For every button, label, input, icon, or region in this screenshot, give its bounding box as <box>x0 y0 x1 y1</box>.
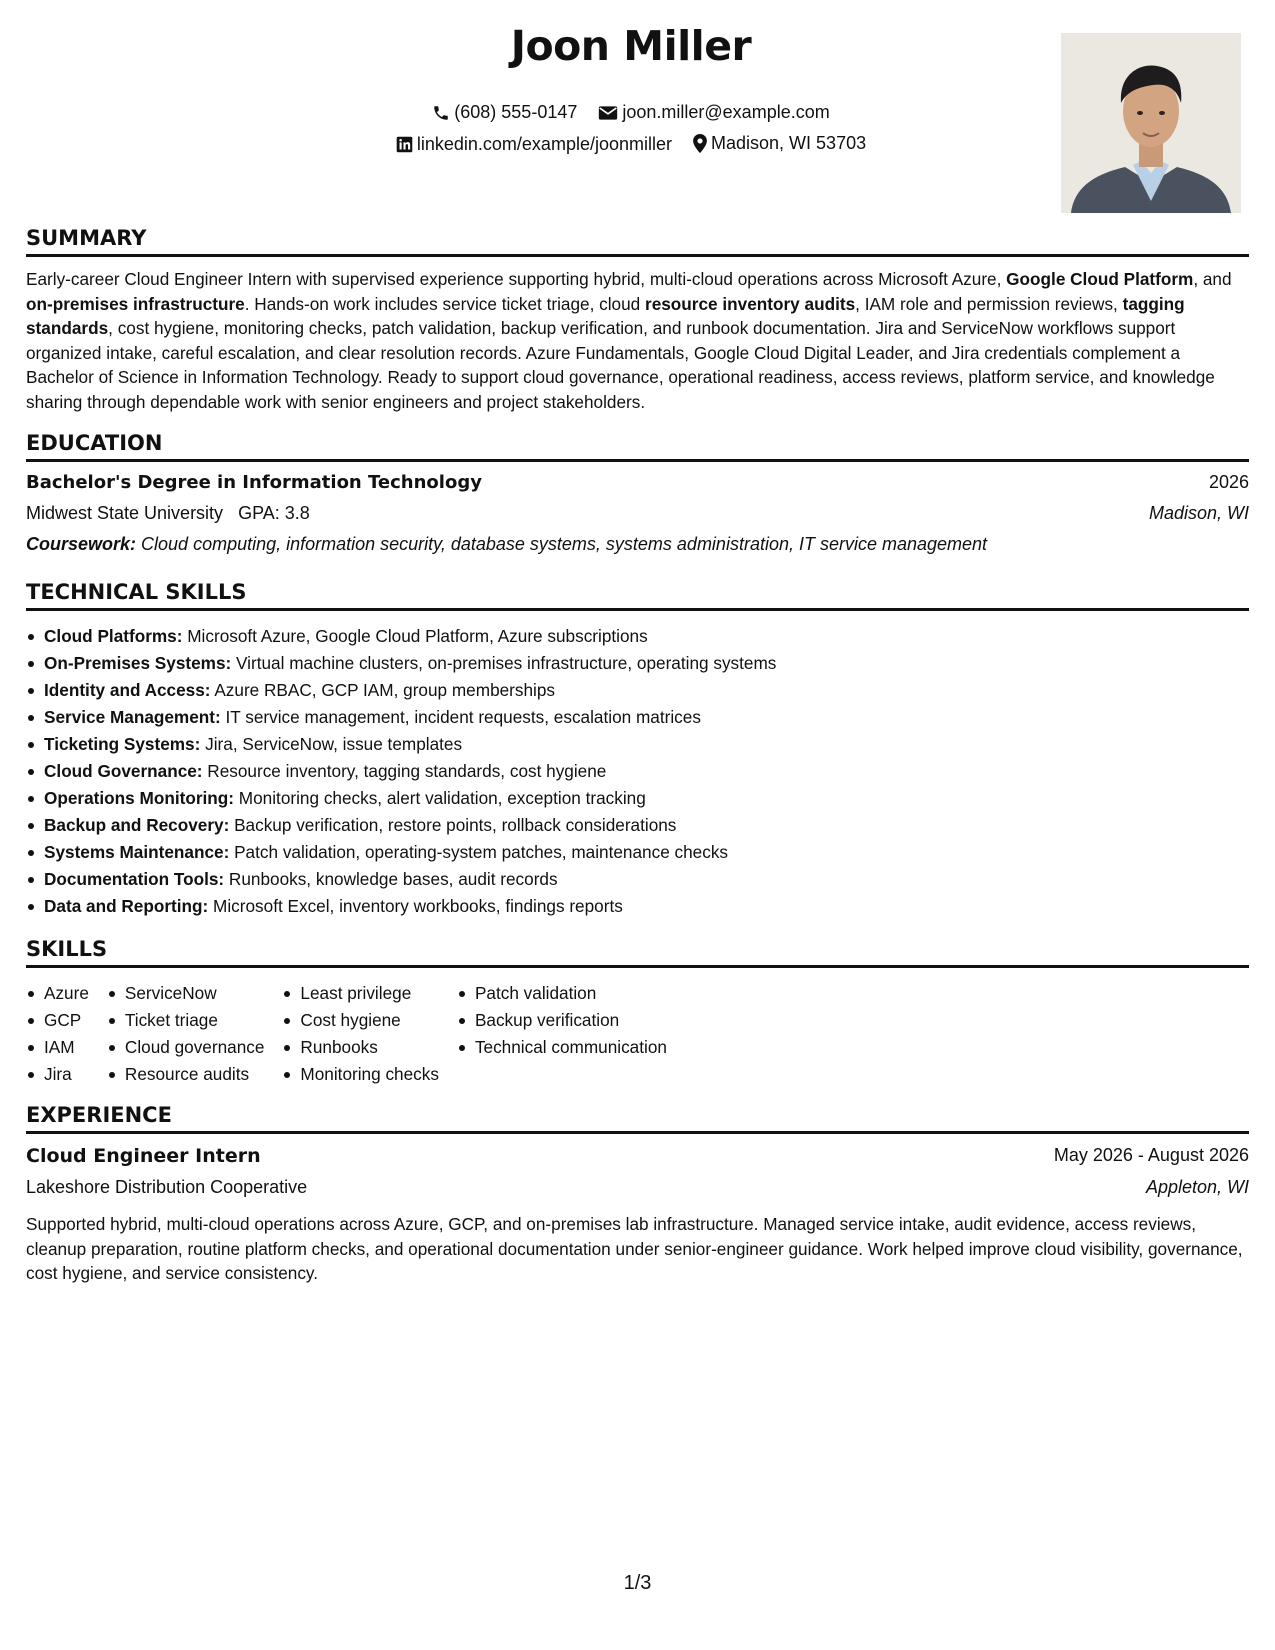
skill-value: Microsoft Excel, inventory workbooks, findings reports <box>208 896 623 916</box>
list-item <box>26 866 1249 893</box>
list-item: Azure <box>26 980 89 1007</box>
list-item: Technical communication <box>457 1034 667 1061</box>
skill-label: Service Management: <box>44 707 221 727</box>
linkedin-contact[interactable] <box>396 134 672 155</box>
coursework-list: Cloud computing, information security, database systems, systems administration, IT service management <box>136 534 988 554</box>
technical-skills-list <box>26 623 1249 920</box>
gpa: GPA: 3.8 <box>238 503 310 523</box>
portrait-illustration <box>1061 33 1241 213</box>
list-item: Cloud governance <box>107 1034 265 1061</box>
job-location: Appleton, WI <box>1145 1177 1249 1197</box>
skills-column-2 <box>107 980 265 1088</box>
summary-text-2: , and <box>1193 269 1232 289</box>
list-item: Ticket triage <box>107 1007 265 1034</box>
list-item: Cost hygiene <box>282 1007 439 1034</box>
skill-value: Virtual machine clusters, on-premises infrastructure, operating systems <box>231 653 777 673</box>
summary-text-5: , cost hygiene, monitoring checks, patch validation, backup verification, and runbook documentation. Jira and ServiceNow workflows support organized intake, careful escalation, and clear resolution records. Azure Fundamentals, Google Cloud Digital Leader, and Jira credentials complement a Bachelor of Science in Information Technology. Ready to support cloud governance, operational readiness, access reviews, platform service, and knowledge sharing through dependable work with senior engineers and project stakeholders. <box>26 318 1215 412</box>
skills-column-4 <box>457 980 667 1088</box>
phone-contact <box>432 102 577 123</box>
summary-text-3: . Hands-on work includes service ticket triage, cloud <box>244 293 645 314</box>
skills-grid <box>26 980 685 1088</box>
contact-line-2 <box>26 133 1236 158</box>
profile-photo <box>1061 33 1241 213</box>
coursework-line <box>26 534 1249 555</box>
skill-label: Data and Reporting: <box>44 896 209 916</box>
skills-column-1 <box>26 980 89 1088</box>
skills-heading: SKILLS <box>26 937 1249 968</box>
phone-icon <box>432 104 450 122</box>
skill-label: Systems Maintenance: <box>44 842 230 862</box>
skill-label: Cloud Governance: <box>44 761 203 781</box>
list-item: Monitoring checks <box>282 1061 439 1088</box>
list-item: ServiceNow <box>107 980 265 1007</box>
education-degree-row <box>26 472 1249 493</box>
company-name: Lakeshore Distribution Cooperative <box>26 1177 308 1197</box>
skill-label: Operations Monitoring: <box>44 788 235 808</box>
map-pin-icon <box>693 134 707 153</box>
skill-label: Backup and Recovery: <box>44 815 230 835</box>
skill-value: IT service management, incident requests, escalation matrices <box>220 707 701 727</box>
summary-bold-1: Google Cloud Platform <box>1006 269 1194 289</box>
school-name: Midwest State University <box>26 503 224 523</box>
skill-label: Ticketing Systems: <box>44 734 201 754</box>
skill-value: Microsoft Azure, Google Cloud Platform, Azure subscriptions <box>182 626 648 646</box>
skill-value: Backup verification, restore points, rollback considerations <box>229 815 677 835</box>
list-item <box>26 758 1249 785</box>
degree-name: Bachelor's Degree in Information Technology <box>26 472 482 493</box>
linkedin-text[interactable]: linkedin.com/example/joonmiller <box>416 134 672 154</box>
list-item: Backup verification <box>457 1007 667 1034</box>
summary-text-1: Early-career Cloud Engineer Intern with supervised experience supporting hybrid, multi-cloud operations across Microsoft Azure, <box>26 269 1007 289</box>
school-info <box>26 503 310 524</box>
list-item: Runbooks <box>282 1034 439 1061</box>
list-item: Resource audits <box>107 1061 265 1088</box>
list-item: Least privilege <box>282 980 439 1007</box>
skill-value: Monitoring checks, alert validation, exception tracking <box>234 788 646 808</box>
skill-label: Documentation Tools: <box>44 869 225 889</box>
list-item <box>26 731 1249 758</box>
email-contact[interactable] <box>598 102 829 123</box>
experience-heading: EXPERIENCE <box>26 1103 1249 1134</box>
graduation-year: 2026 <box>1208 472 1249 492</box>
skill-label: Cloud Platforms: <box>44 626 183 646</box>
skill-value: Azure RBAC, GCP IAM, group memberships <box>210 680 556 700</box>
skill-value: Resource inventory, tagging standards, cost hygiene <box>202 761 607 781</box>
summary-bold-3: resource inventory audits <box>645 293 856 314</box>
job-title: Cloud Engineer Intern <box>26 1145 261 1167</box>
list-item: Patch validation <box>457 980 667 1007</box>
list-item: GCP <box>26 1007 89 1034</box>
experience-company-row <box>26 1177 1249 1198</box>
list-item <box>26 677 1249 704</box>
coursework-label: Coursework: <box>26 534 137 554</box>
location-text: Madison, WI 53703 <box>711 133 867 153</box>
list-item <box>26 623 1249 650</box>
list-item <box>26 704 1249 731</box>
resume-header <box>26 22 1249 222</box>
experience-description: Supported hybrid, multi-cloud operations across Azure, GCP, and on-premises lab infrastructure. Managed service intake, audit evidence, access reviews, cleanup preparation, routine platform checks, and operational documentation under senior-engineer guidance. Work helped improve cloud visibility, governance, cost hygiene, and service consistency. <box>26 1214 1243 1283</box>
summary-paragraph <box>26 267 1249 414</box>
envelope-icon <box>598 104 618 122</box>
summary-bold-2: on-premises infrastructure <box>26 293 245 314</box>
phone-text: (608) 555-0147 <box>454 102 578 122</box>
list-item <box>26 650 1249 677</box>
list-item <box>26 785 1249 812</box>
page-number: 1/3 <box>623 1572 652 1594</box>
email-text[interactable]: joon.miller@example.com <box>622 102 830 122</box>
summary-heading: SUMMARY <box>26 226 1249 257</box>
list-item: Jira <box>26 1061 89 1088</box>
skill-value: Patch validation, operating-system patches, maintenance checks <box>229 842 729 862</box>
job-dates: May 2026 - August 2026 <box>1053 1145 1249 1165</box>
list-item: IAM <box>26 1034 89 1061</box>
education-school-row <box>26 503 1249 524</box>
skill-label: On-Premises Systems: <box>44 653 232 673</box>
skills-column-3 <box>282 980 439 1088</box>
list-item <box>26 893 1249 920</box>
skill-value: Jira, ServiceNow, issue templates <box>200 734 463 754</box>
experience-role-row <box>26 1145 1249 1167</box>
education-heading: EDUCATION <box>26 431 1249 462</box>
location-contact <box>693 133 866 154</box>
school-location: Madison, WI <box>1148 503 1249 523</box>
list-item <box>26 812 1249 839</box>
linkedin-icon <box>396 136 413 153</box>
skill-label: Identity and Access: <box>44 680 211 700</box>
technical-skills-heading: TECHNICAL SKILLS <box>26 580 1249 611</box>
summary-bold-4: tagging standards <box>26 293 1185 338</box>
summary-text-4: , IAM role and permission reviews, <box>855 293 1123 314</box>
contact-line-1 <box>26 102 1236 127</box>
candidate-name: Joon Miller <box>510 22 752 70</box>
skill-value: Runbooks, knowledge bases, audit records <box>224 869 558 889</box>
list-item <box>26 839 1249 866</box>
